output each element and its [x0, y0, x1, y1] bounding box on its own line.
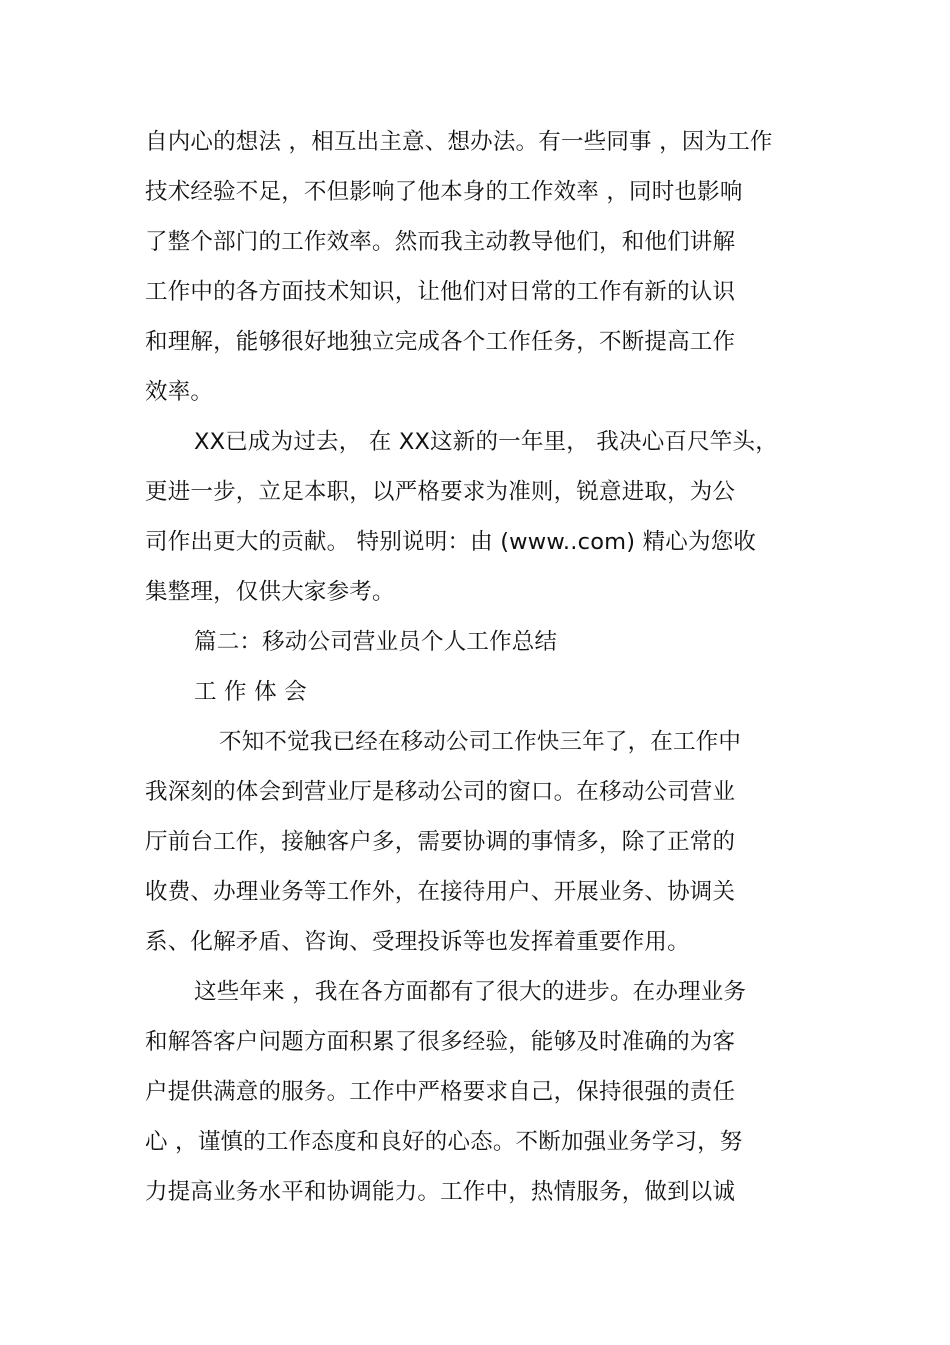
text-line: 和理解，能够很好地独立完成各个工作任务，不断提高工作 [145, 329, 736, 355]
text-line: 不知不觉我已经在移动公司工作快三年了，在工作中 [219, 729, 742, 755]
text-line: 司作出更大的贡献。 特别说明：由 (www..com) 精心为您收 [145, 529, 757, 555]
section-subheading: 工 作 体 会 [194, 679, 307, 705]
text-line: 了整个部门的工作效率。然而我主动教导他们，和他们讲解 [145, 229, 736, 255]
text-line: 技术经验不足，不但影响了他本身的工作效率 ，同时也影响 [145, 179, 743, 205]
text-line: 户提供满意的服务。工作中严格要求自己，保持很强的责任 [145, 1079, 736, 1105]
text-line: 这些年来 ，我在各方面都有了很大的进步。在办理业务 [194, 979, 747, 1005]
text-line: 我深刻的体会到营业厅是移动公司的窗口。在移动公司营业 [145, 779, 736, 805]
text-line: 和解答客户问题方面积累了很多经验，能够及时准确的为客 [145, 1029, 736, 1055]
text-line: 力提高业务水平和协调能力。工作中，热情服务，做到以诚 [145, 1179, 736, 1205]
text-line: 集整理，仅供大家参考。 [145, 579, 395, 605]
text-line: 效率。 [145, 379, 214, 405]
text-line: 收费、办理业务等工作外，在接待用户、开展业务、协调关 [145, 879, 736, 905]
text-line: 更进一步，立足本职，以严格要求为准则，锐意进取，为公 [145, 479, 736, 505]
text-line: 自内心的想法 ，相互出主意、想办法。有一些同事 ，因为工作 [145, 129, 773, 155]
text-line: XX已成为过去， 在 XX这新的一年里， 我决心百尺竿头， [194, 429, 778, 455]
text-line: 工作中的各方面技术知识，让他们对日常的工作有新的认识 [145, 279, 736, 305]
section-heading: 篇二：移动公司营业员个人工作总结 [194, 629, 558, 655]
text-line: 系、化解矛盾、咨询、受理投诉等也发挥着重要作用。 [145, 929, 690, 955]
text-line: 心 ，谨慎的工作态度和良好的心态。不断加强业务学习，努 [145, 1129, 743, 1155]
text-line: 厅前台工作，接触客户多，需要协调的事情多，除了正常的 [145, 829, 736, 855]
